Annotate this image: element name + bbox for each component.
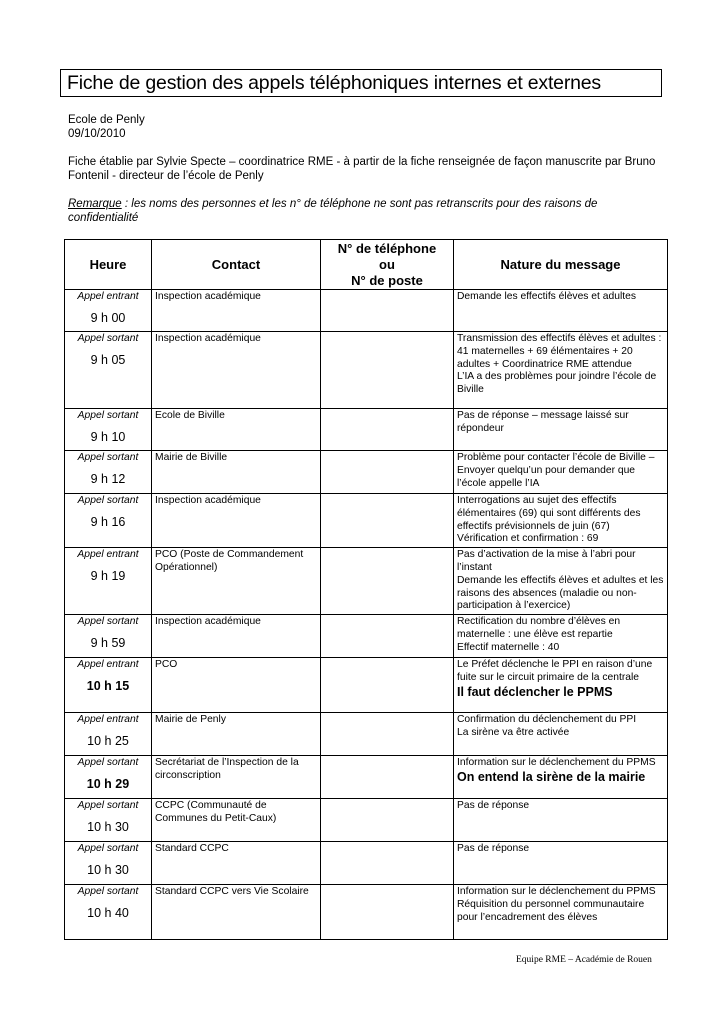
call-phone (321, 658, 454, 713)
table-row (65, 290, 668, 332)
call-message (454, 713, 668, 756)
call-time-cell (65, 451, 152, 494)
message-line: Effectif maternelle : 40 (457, 641, 560, 653)
call-message (454, 548, 668, 615)
remark-label: Remarque (68, 198, 122, 210)
call-message (454, 615, 668, 658)
call-time-cell (65, 799, 152, 842)
call-contact: Ecole de Biville (152, 409, 321, 451)
call-time-cell (65, 615, 152, 658)
message-line: Problème pour contacter l’école de Biville – Envoyer quelqu’un pour demander que l’école appelle l’IA (457, 452, 655, 489)
call-hour: 9 h 16 (90, 514, 126, 529)
footer: Equipe RME – Académie de Rouen (516, 955, 652, 965)
call-time-cell (65, 409, 152, 451)
call-direction: Appel sortant (77, 333, 139, 344)
call-direction: Appel sortant (77, 616, 139, 628)
call-direction: Appel sortant (77, 800, 139, 812)
call-time-cell (65, 494, 152, 548)
call-hour: 10 h 15 (86, 678, 130, 693)
table-header-row (65, 240, 668, 290)
call-time-cell (65, 332, 152, 409)
remark-text: : les noms des personnes et les n° de téléphone ne sont pas retranscrits pour des raisons de confidentialité (68, 198, 598, 224)
call-direction: Appel entrant (77, 549, 139, 561)
table-row (65, 409, 668, 451)
call-hour: 10 h 40 (87, 905, 129, 920)
header-tel-line2: ou (379, 257, 395, 272)
call-direction: Appel sortant (77, 886, 139, 898)
call-time-cell (65, 548, 152, 615)
header-telephone (321, 240, 454, 290)
call-contact: PCO (152, 658, 321, 713)
message-line: Pas de réponse – message laissé sur répondeur (457, 410, 629, 434)
call-message (454, 290, 668, 332)
call-time-cell (65, 658, 152, 713)
call-direction: Appel entrant (77, 714, 139, 726)
message-line: Information sur le déclenchement du PPMS (457, 886, 656, 898)
call-phone (321, 713, 454, 756)
call-contact: Mairie de Penly (152, 713, 321, 756)
author-note: Fiche établie par Sylvie Specte – coordinatrice RME - à partir de la fiche renseignée de façon manuscrite par Bruno Fontenil - directeur de l’école de Penly (68, 156, 656, 182)
table-row (65, 885, 668, 940)
call-time-cell (65, 290, 152, 332)
calls-table (64, 239, 668, 940)
call-message (454, 885, 668, 940)
header-tel-line3: N° de poste (351, 273, 423, 288)
document-title: Fiche de gestion des appels téléphoniques internes et externes (60, 69, 662, 97)
call-contact: Mairie de Biville (152, 451, 321, 494)
message-line: La sirène va être activée (457, 726, 570, 738)
call-hour: 9 h 00 (90, 310, 126, 325)
call-message (454, 842, 668, 885)
call-hour: 9 h 10 (90, 429, 126, 444)
table-row (65, 332, 668, 409)
call-time-cell (65, 713, 152, 756)
table-row (65, 658, 668, 713)
message-line: Pas de réponse (457, 800, 530, 812)
call-contact: CCPC (Communauté de Communes du Petit-Caux) (152, 799, 321, 842)
call-message (454, 332, 668, 409)
call-hour: 9 h 19 (90, 568, 126, 583)
call-message (454, 409, 668, 451)
table-row (65, 615, 668, 658)
message-line: Demande les effectifs élèves et adultes et les raisons des absences (maladie ou non-participation à l’exercice) (457, 574, 664, 612)
message-line: Pas de réponse (457, 843, 530, 855)
call-hour: 9 h 05 (90, 352, 126, 367)
message-line: Réquisition du personnel communautaire pour l’encadrement des élèves (457, 898, 645, 923)
table-row (65, 756, 668, 799)
call-direction: Appel sortant (77, 495, 139, 506)
call-contact: Secrétariat de l’Inspection de la circonscription (152, 756, 321, 799)
table-row (65, 842, 668, 885)
call-direction: Appel entrant (77, 659, 139, 671)
school-info (68, 113, 145, 141)
message-line: Le Préfet déclenche le PPI en raison d’une fuite sur le circuit primaire de la centrale (457, 659, 653, 683)
call-direction: Appel sortant (77, 843, 139, 855)
message-line: Interrogations au sujet des effectifs élémentaires (69) qui sont différents des effectifs prévisionnels de juin (67) (457, 495, 641, 532)
call-hour: 10 h 30 (87, 862, 129, 877)
message-line: Demande les effectifs élèves et adultes (457, 291, 636, 302)
header-contact: Contact (152, 240, 321, 290)
table-row (65, 494, 668, 548)
call-phone (321, 494, 454, 548)
call-direction: Appel entrant (77, 291, 139, 302)
call-message (454, 658, 668, 713)
header-heure: Heure (65, 240, 152, 290)
call-phone (321, 842, 454, 885)
call-phone (321, 885, 454, 940)
call-direction: Appel sortant (77, 452, 139, 463)
message-line: Transmission des effectifs élèves et adultes : 41 maternelles + 69 élémentaires + 20 adultes + Coordinatrice RME attendue (457, 333, 662, 370)
table-row (65, 799, 668, 842)
call-direction: Appel sortant (77, 410, 139, 421)
call-phone (321, 409, 454, 451)
document-date: 09/10/2010 (68, 128, 126, 140)
call-phone (321, 548, 454, 615)
call-direction: Appel sortant (77, 757, 139, 769)
call-contact: Inspection académique (152, 290, 321, 332)
header-nature: Nature du message (454, 240, 668, 290)
table-row (65, 713, 668, 756)
call-message (454, 451, 668, 494)
message-line: Confirmation du déclenchement du PPI (457, 714, 637, 726)
call-time-cell (65, 842, 152, 885)
message-emphasis: On entend la sirène de la mairie (457, 769, 646, 784)
call-contact: PCO (Poste de Commandement Opérationnel) (152, 548, 321, 615)
table-row (65, 451, 668, 494)
call-hour: 10 h 29 (86, 776, 130, 791)
call-hour: 9 h 12 (90, 471, 126, 486)
call-contact: Inspection académique (152, 615, 321, 658)
message-line: L’IA a des problèmes pour joindre l’école de Biville (457, 371, 657, 396)
table-body (65, 290, 668, 940)
message-emphasis: Il faut déclencher le PPMS (457, 684, 613, 699)
table-row (65, 548, 668, 615)
call-hour: 10 h 30 (87, 819, 129, 834)
call-phone (321, 756, 454, 799)
call-time-cell (65, 756, 152, 799)
call-phone (321, 615, 454, 658)
call-time-cell (65, 885, 152, 940)
call-phone (321, 332, 454, 409)
remark (68, 197, 668, 225)
call-phone (321, 451, 454, 494)
call-phone (321, 290, 454, 332)
message-line: Rectification du nombre d’élèves en maternelle : une élève est repartie (457, 616, 621, 640)
call-contact: Standard CCPC (152, 842, 321, 885)
message-line: Pas d’activation de la mise à l’abri pour l’instant (457, 549, 636, 573)
call-phone (321, 799, 454, 842)
call-contact: Standard CCPC vers Vie Scolaire (152, 885, 321, 940)
message-line: Information sur le déclenchement du PPMS (457, 757, 656, 769)
school-name: Ecole de Penly (68, 114, 145, 126)
header-tel-line1: N° de téléphone (337, 241, 437, 256)
call-message (454, 494, 668, 548)
call-contact: Inspection académique (152, 494, 321, 548)
call-message (454, 799, 668, 842)
call-hour: 9 h 59 (90, 635, 126, 650)
message-line: Vérification et confirmation : 69 (457, 533, 599, 545)
call-message (454, 756, 668, 799)
call-contact: Inspection académique (152, 332, 321, 409)
call-hour: 10 h 25 (87, 733, 129, 748)
